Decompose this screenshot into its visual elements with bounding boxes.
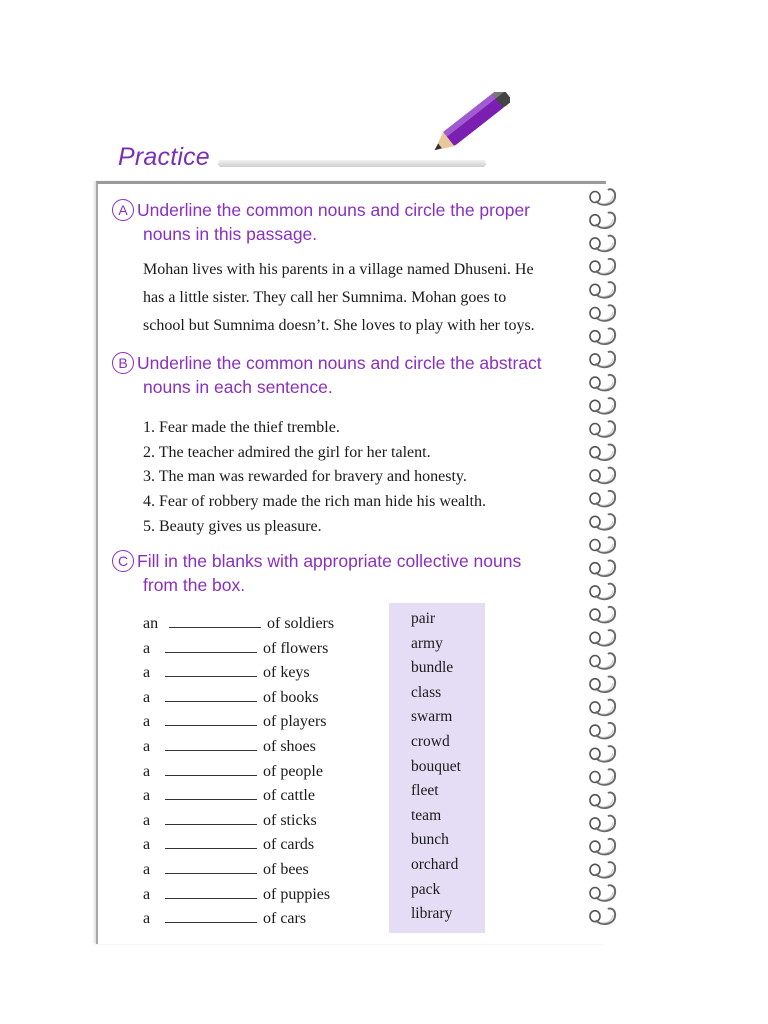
section-b-heading (112, 351, 542, 399)
spiral-ring (590, 653, 615, 669)
answer-blank[interactable] (165, 736, 257, 751)
spiral-ring (590, 792, 615, 808)
box-word: pair (411, 610, 436, 627)
spiral-ring (590, 769, 615, 785)
fill-row (143, 637, 334, 662)
pencil-icon (420, 92, 510, 177)
box-word: orchard (411, 855, 459, 873)
spiral-binding (586, 184, 626, 930)
row-text: of keys (263, 664, 310, 682)
list-item: 1. Fear made the thief tremble. (143, 419, 340, 436)
box-word: bunch (411, 831, 449, 849)
spiral-ring (590, 491, 615, 507)
spiral-ring (590, 584, 615, 600)
answer-blank[interactable] (169, 613, 261, 628)
row-text: of players (263, 713, 327, 731)
answer-blank[interactable] (165, 761, 257, 776)
row-text: of shoes (263, 737, 316, 755)
row-article: a (143, 639, 151, 657)
answer-blank[interactable] (165, 834, 257, 849)
row-article: a (143, 737, 151, 755)
fill-row (143, 661, 334, 686)
box-word: library (411, 905, 453, 923)
answer-blank[interactable] (165, 810, 257, 825)
fill-row (143, 809, 334, 834)
spiral-ring (590, 328, 615, 344)
row-text: of soldiers (267, 615, 335, 632)
passage-line: has a little sister. They call her Sumnima. Mohan goes to (143, 289, 507, 306)
row-article: a (143, 860, 151, 878)
spiral-ring (590, 885, 615, 901)
row-article: a (143, 762, 151, 780)
spiral-ring (590, 560, 615, 576)
row-article: a (143, 688, 151, 706)
fill-row (143, 686, 334, 711)
fill-row (143, 760, 334, 785)
section-b-badge: B (112, 352, 134, 374)
spiral-ring (590, 700, 615, 716)
box-word: swarm (411, 708, 453, 726)
answer-blank[interactable] (165, 687, 257, 702)
section-c-line2: from the box. (143, 575, 246, 595)
fill-row (143, 907, 334, 932)
spiral-ring (590, 746, 615, 762)
spiral-ring (590, 676, 615, 692)
row-text: of books (263, 688, 319, 706)
box-word: bundle (411, 659, 454, 677)
list-item: 5. Beauty gives us pleasure. (143, 517, 322, 535)
section-a-heading (112, 198, 530, 246)
fill-row (143, 784, 334, 809)
row-text: of flowers (263, 639, 329, 657)
section-b-list (143, 416, 486, 539)
row-text: of people (263, 762, 323, 780)
box-word: pack (411, 880, 441, 898)
spiral-ring (590, 282, 615, 298)
spiral-ring (590, 352, 615, 368)
spiral-ring (590, 468, 615, 484)
row-article: an (143, 615, 159, 632)
row-text: of cattle (263, 787, 315, 805)
box-word: crowd (411, 732, 450, 750)
passage-line: school but Sumnima doesn’t. She loves to play with her toys. (143, 317, 535, 334)
row-article: a (143, 664, 151, 682)
box-word: fleet (411, 782, 439, 800)
spiral-ring (590, 723, 615, 739)
row-article: a (143, 910, 151, 928)
spiral-ring (590, 398, 615, 414)
box-word: army (411, 634, 443, 652)
row-text: of puppies (263, 885, 331, 903)
section-a-passage (143, 256, 583, 340)
section-c-badge: C (112, 550, 134, 572)
box-word: team (411, 806, 442, 824)
list-item: 4. Fear of robbery made the rich man hide his wealth. (143, 493, 486, 511)
section-a-line2: nouns in this passage. (143, 224, 318, 244)
list-item: 3. The man was rewarded for bravery and honesty. (143, 468, 467, 486)
fill-row (143, 612, 334, 637)
spiral-ring (590, 630, 615, 646)
row-text: of sticks (263, 811, 317, 829)
spiral-ring (590, 189, 615, 205)
page-title: Practice (118, 143, 210, 171)
word-box (389, 603, 485, 933)
spiral-ring (590, 908, 615, 924)
fill-in-list (143, 612, 334, 932)
section-b-line1: Underline the common nouns and circle the abstract (137, 353, 542, 373)
passage-line: Mohan lives with his parents in a village named Dhuseni. He (143, 261, 534, 278)
row-text: of cards (263, 836, 315, 854)
spiral-ring (590, 444, 615, 460)
section-a-line1: Underline the common nouns and circle the proper (137, 200, 530, 220)
spiral-ring (590, 421, 615, 437)
fill-row (143, 710, 334, 735)
spiral-ring (590, 607, 615, 623)
box-word: class (411, 683, 442, 701)
answer-blank[interactable] (165, 711, 257, 726)
answer-blank[interactable] (165, 884, 257, 899)
fill-row (143, 735, 334, 760)
row-text: of bees (263, 860, 309, 878)
row-article: a (143, 811, 151, 829)
fill-row (143, 833, 334, 858)
row-text: of cars (263, 910, 307, 928)
answer-blank[interactable] (165, 662, 257, 677)
list-item: 2. The teacher admired the girl for her talent. (143, 443, 431, 461)
section-b-line2: nouns in each sentence. (143, 377, 333, 397)
row-article: a (143, 836, 151, 854)
row-article: a (143, 885, 151, 903)
spiral-ring (590, 305, 615, 321)
answer-blank[interactable] (165, 859, 257, 874)
row-article: a (143, 787, 151, 805)
spiral-ring (590, 236, 615, 252)
answer-blank[interactable] (165, 785, 257, 800)
section-a-badge: A (112, 199, 134, 221)
spiral-ring (590, 212, 615, 228)
spiral-ring (590, 537, 615, 553)
spiral-ring (590, 259, 615, 275)
fill-row (143, 883, 334, 908)
spiral-ring (590, 862, 615, 878)
spiral-ring (590, 816, 615, 832)
spiral-ring (590, 514, 615, 530)
box-word: bouquet (411, 757, 461, 775)
spiral-ring (590, 375, 615, 391)
section-c-line1: Fill in the blanks with appropriate collective nouns (137, 551, 522, 571)
section-c-heading (112, 549, 521, 597)
fill-row (143, 858, 334, 883)
answer-blank[interactable] (165, 908, 257, 923)
answer-blank[interactable] (165, 638, 257, 653)
row-article: a (143, 713, 151, 731)
spiral-ring (590, 839, 615, 855)
